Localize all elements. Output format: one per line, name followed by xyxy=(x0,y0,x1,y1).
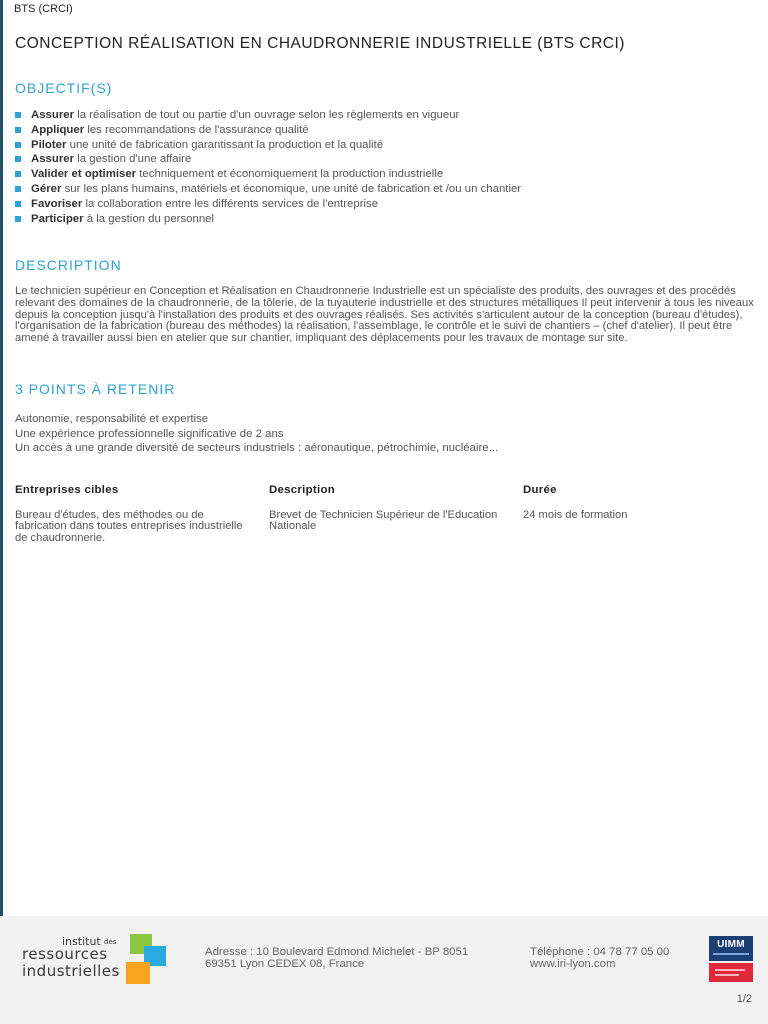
bullet-square-icon xyxy=(15,127,21,133)
footer-contact xyxy=(530,947,669,970)
footer xyxy=(0,916,768,1024)
list-item: Piloter une unité de fabrication garantissant la production et la qualité xyxy=(15,138,521,153)
list-item: Gérer sur les plans humains, matériels et économique, une unité de fabrication et /ou un chantier xyxy=(15,182,521,197)
list-item: Assurer la gestion d'une affaire xyxy=(15,152,521,167)
page-title: CONCEPTION RÉALISATION EN CHAUDRONNERIE INDUSTRIELLE (BTS CRCI) xyxy=(15,35,625,52)
list-item: Un accès à une grande diversité de secteurs industriels : aéronautique, pétrochimie, nucléaire... xyxy=(15,442,499,454)
points-list xyxy=(15,412,498,456)
uimm-logo: UIMM xyxy=(709,936,753,982)
column-text-duree: 24 mois de formation xyxy=(523,509,628,521)
bullet-square-icon xyxy=(15,186,21,192)
list-item: Une expérience professionnelle significative de 2 ans xyxy=(15,427,284,440)
website-link[interactable]: www.iri-lyon.com xyxy=(530,957,616,970)
list-item: Assurer la réalisation de tout ou partie d'un ouvrage selon les règlements en vigueur xyxy=(15,108,521,123)
list-item: Autonomie, responsabilité et expertise xyxy=(15,413,209,425)
document-tag: BTS (CRCI) xyxy=(14,3,73,15)
bullet-square-icon xyxy=(15,201,21,207)
phone-number: Téléphone : 04 78 77 05 00 xyxy=(530,946,670,958)
bullet-square-icon xyxy=(15,112,21,118)
list-item: Valider et optimiser techniquement et économiquement la production industrielle xyxy=(15,167,521,182)
column-heading-description: Description xyxy=(269,484,335,496)
objectifs-heading: OBJECTIF(S) xyxy=(15,80,113,96)
page-number: 1/2 xyxy=(736,993,752,1005)
bullet-square-icon xyxy=(15,171,21,177)
column-heading-duree: Durée xyxy=(523,484,557,496)
bullet-square-icon xyxy=(15,216,21,222)
description-heading: DESCRIPTION xyxy=(15,257,122,273)
footer-address: Adresse : 10 Boulevard Edmond Michelet - BP 8051 69351 Lyon CEDEX 08, France xyxy=(205,946,469,970)
column-text-entreprises: Bureau d'études, des méthodes ou de fabrication dans toutes entreprises industrielle de chaudronnerie. xyxy=(15,509,243,544)
bullet-square-icon xyxy=(15,156,21,162)
left-accent-bar xyxy=(0,0,3,916)
column-text-description: Brevet de Technicien Supérieur de l'Education Nationale xyxy=(269,509,498,533)
list-item: Favoriser la collaboration entre les différents services de l'entreprise xyxy=(15,197,521,212)
description-body: Le technicien supérieur en Conception et Réalisation en Chaudronnerie Industrielle est un spécialiste des produits, des ouvrages et des procédés relevant des domaines de la chaudronnerie, de la tôlerie, de la tuyauterie industrielle et des structures métalliques Il peut intervenir à tous les niveaux depuis la conception jusqu'à l'installation des produits et des ouvrages réalisés. Ses activités s'articulent autour de la conception (bureau d'études), l'organisation de la fabrication (bureau des méthodes) la réalisation, l'assemblage, le contrôle et le suivi de chantiers – (chef d'atelier). Il peut être amené à travailler aussi bien en atelier que sur chantier, impliquant des déplacements pour les travaux de montage sur site. xyxy=(15,285,754,345)
iri-logo: institut des ressources industrielles xyxy=(20,932,170,986)
bullet-square-icon xyxy=(15,142,21,148)
list-item: Participer à la gestion du personnel xyxy=(15,212,521,227)
points-heading: 3 POINTS À RETENIR xyxy=(15,381,176,397)
column-heading-entreprises: Entreprises cibles xyxy=(15,484,119,496)
objectifs-list xyxy=(15,108,521,226)
logo-square-orange-icon xyxy=(126,962,150,984)
list-item: Appliquer les recommandations de l'assurance qualité xyxy=(15,123,521,138)
